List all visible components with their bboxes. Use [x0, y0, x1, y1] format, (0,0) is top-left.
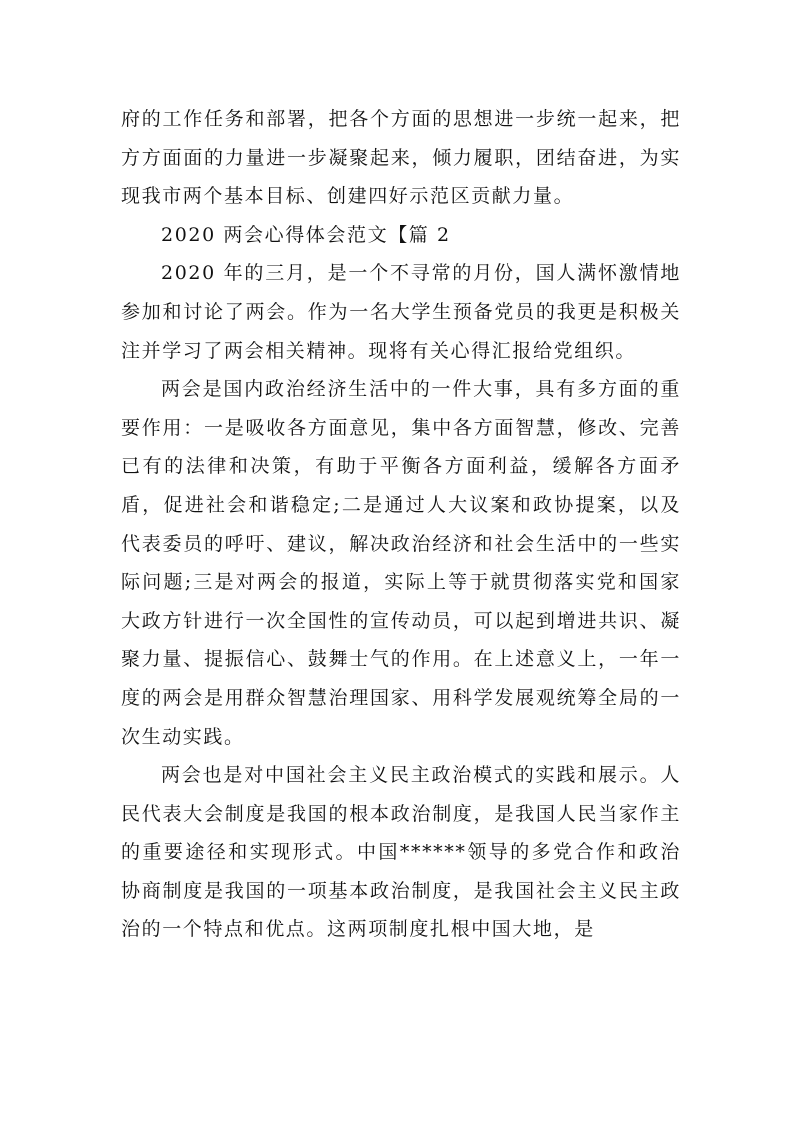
paragraph-democracy-practice: 两会也是对中国社会主义民主政治模式的实践和展示。人民代表大会制度是我国的根本政治制度，是我国人民当家作主的重要途径和实现形式。中国******领导的多党合作和政治协商制度是我国的一项基本政治制度，是我国社会主义民主政治的一个特点和优点。这两项制度扎根中国大地，是: [121, 764, 681, 941]
section-heading: 2020 两会心得体会范文【篇 2: [161, 223, 451, 246]
paragraph-two-sessions-importance: 两会是国内政治经济生活中的一件大事，具有多方面的重要作用：一是吸收各方面意见，集中各方面智慧，修改、完善已有的法律和决策，有助于平衡各方面利益，缓解各方面矛盾，促进社会和谐稳定;二是通过人大议案和政协提案，以及代表委员的呼吁、建议，解决政治经济和社会生活中的一些实际问题;三是对两会的报道，实际上等于就贯彻落实党和国家大政方针进行一次全国性的宣传动员，可以起到增进共识、凝聚力量、提振信心、鼓舞士气的作用。在上述意义上，一年一度的两会是用群众智慧治理国家、用科学发展观统筹全局的一次生动实践。: [121, 378, 681, 748]
paragraph-continuation: 府的工作任务和部署，把各个方面的思想进一步统一起来，把方方面面的力量进一步凝聚起来，倾力履职，团结奋进，为实现我市两个基本目标、创建四好示范区贡献力量。: [121, 108, 681, 208]
paragraph-intro: 2020 年的三月，是一个不寻常的月份，国人满怀激情地参加和讨论了两会。作为一名大学生预备党员的我更是积极关注并学习了两会相关精神。现将有关心得汇报给党组织。: [121, 262, 681, 362]
document-body: [121, 100, 681, 949]
